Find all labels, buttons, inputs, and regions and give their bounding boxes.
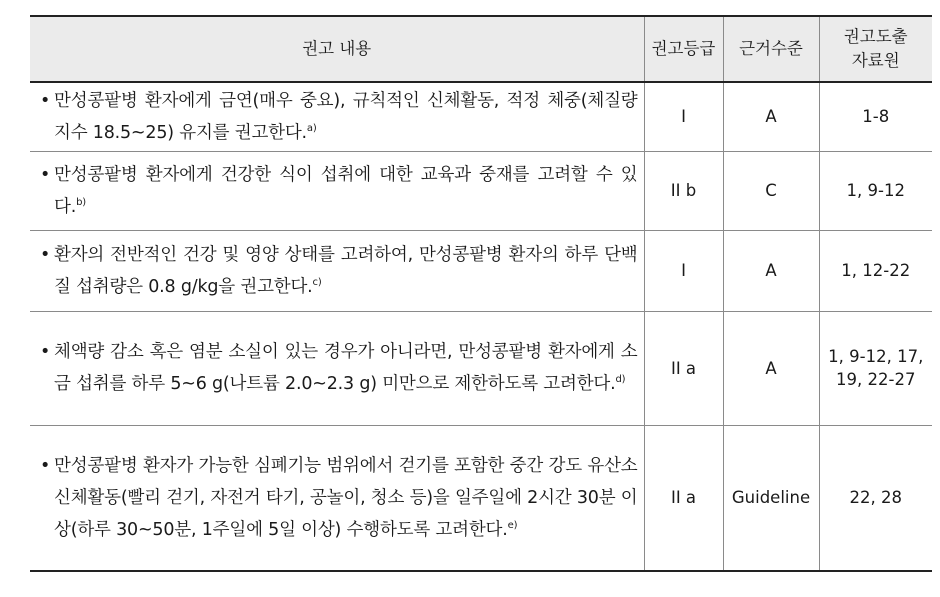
table-row	[30, 311, 932, 425]
recommendation-text: 만성콩팥병 환자가 가능한 심폐기능 범위에서 걷기를 포함한 중간 강도 유산소 신체활동(빨리 걷기, 자전거 타기, 공놀이, 청소 등)을 일주일에 2시간 30분 이상(하루 30~50분, 1주일에 5일 이상) 수행하도록 고려한다.	[54, 455, 638, 540]
header-evidence: 근거수준	[723, 16, 819, 82]
grade-cell: II b	[644, 151, 723, 230]
recommendation-text: 만성콩팥병 환자에게 금연(매우 중요), 규칙적인 신체활동, 적정 체중(체질량지수 18.5~25) 유지를 권고한다.	[54, 90, 638, 143]
header-source-line1: 권고도출	[843, 27, 908, 46]
table-header-row	[30, 16, 932, 82]
recommendation-cell	[30, 311, 644, 425]
table-row	[30, 230, 932, 311]
bullet-icon: •	[40, 164, 51, 185]
bullet-icon: •	[40, 455, 51, 476]
source-cell: 1-8	[819, 82, 932, 151]
recommendation-text: 환자의 전반적인 건강 및 영양 상태를 고려하여, 만성콩팥병 환자의 하루 단백질 섭취량은 0.8 g/kg을 권고한다.	[54, 244, 638, 297]
grade-cell: II a	[644, 425, 723, 571]
recommendation-text: 체액량 감소 혹은 염분 소실이 있는 경우가 아니라면, 만성콩팥병 환자에게 소금 섭취를 하루 5~6 g(나트륨 2.0~2.3 g) 미만으로 제한하도록 고려한다.	[54, 342, 638, 394]
footnote-marker: e)	[507, 519, 518, 531]
grade-cell: II a	[644, 311, 723, 425]
recommendation-table	[30, 15, 932, 572]
header-content: 권고 내용	[30, 16, 644, 82]
grade-cell: I	[644, 230, 723, 311]
table-row	[30, 151, 932, 230]
evidence-cell: Guideline	[723, 425, 819, 571]
source-cell: 1, 9-12	[819, 151, 932, 230]
recommendation-cell	[30, 82, 644, 151]
footnote-marker: d)	[615, 374, 626, 386]
evidence-cell: A	[723, 82, 819, 151]
footnote-marker: b)	[76, 196, 86, 208]
recommendation-cell	[30, 425, 644, 571]
source-cell: 22, 28	[819, 425, 932, 571]
evidence-cell: C	[723, 151, 819, 230]
bullet-icon: •	[40, 244, 51, 265]
source-cell: 1, 9-12, 17, 19, 22-27	[819, 311, 932, 425]
bullet-icon: •	[40, 342, 51, 362]
evidence-cell: A	[723, 230, 819, 311]
footnote-marker: a)	[306, 122, 317, 134]
header-grade: 권고등급	[644, 16, 723, 82]
table-row	[30, 82, 932, 151]
source-cell: 1, 12-22	[819, 230, 932, 311]
header-source-line2: 자료원	[851, 51, 900, 70]
table-row	[30, 425, 932, 571]
recommendation-cell	[30, 151, 644, 230]
recommendation-text: 만성콩팥병 환자에게 건강한 식이 섭취에 대한 교육과 중재를 고려할 수 있다.	[54, 164, 638, 217]
bullet-icon: •	[40, 90, 51, 111]
grade-cell: I	[644, 82, 723, 151]
evidence-cell: A	[723, 311, 819, 425]
recommendation-cell	[30, 230, 644, 311]
header-source	[819, 16, 932, 82]
footnote-marker: c)	[312, 276, 322, 288]
